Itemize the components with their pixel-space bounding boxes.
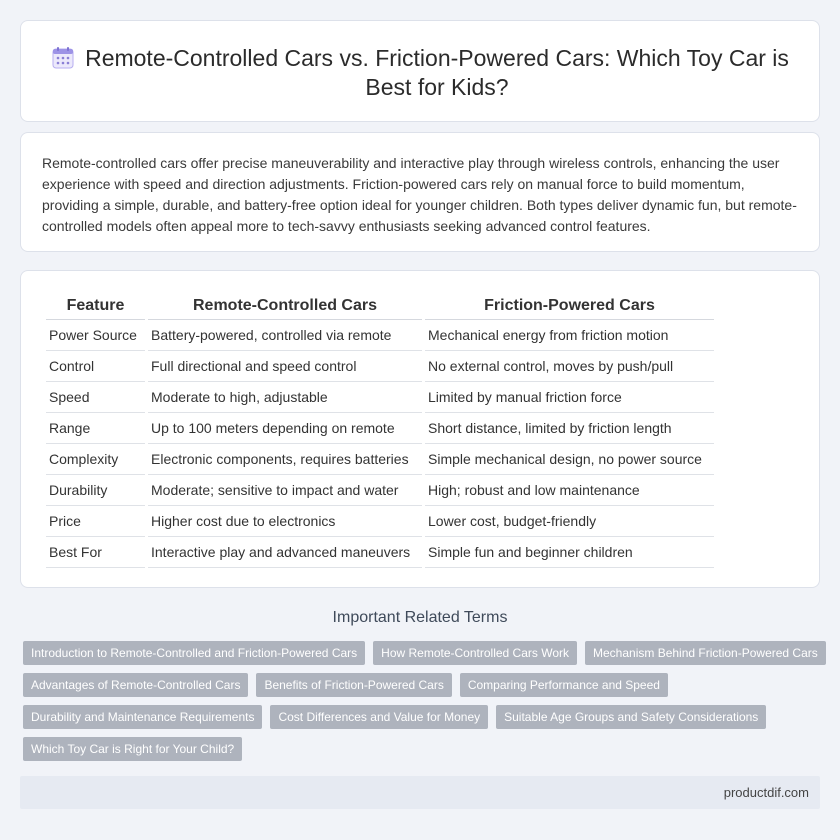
remote-controlled-cell: Interactive play and advanced maneuvers [148, 537, 422, 568]
related-term-tag[interactable]: Which Toy Car is Right for Your Child? [23, 737, 242, 761]
page-title-wrap [21, 44, 819, 102]
remote-controlled-cell: Electronic components, requires batteries [148, 444, 422, 475]
page-title: Remote-Controlled Cars vs. Friction-Powered Cars: Which Toy Car is Best for Kids? [85, 45, 789, 100]
related-terms-list [23, 641, 823, 769]
remote-controlled-cell: Moderate to high, adjustable [148, 382, 422, 413]
related-term-tag[interactable]: Cost Differences and Value for Money [270, 705, 488, 729]
column-header-friction-powered: Friction-Powered Cars [425, 293, 714, 320]
feature-cell: Range [46, 413, 145, 444]
table-row [46, 413, 714, 444]
friction-powered-cell: Limited by manual friction force [425, 382, 714, 413]
friction-powered-cell: No external control, moves by push/pull [425, 351, 714, 382]
related-term-tag[interactable]: How Remote-Controlled Cars Work [373, 641, 577, 665]
related-terms-row [23, 673, 823, 697]
feature-cell: Power Source [46, 320, 145, 351]
feature-cell: Speed [46, 382, 145, 413]
feature-cell: Control [46, 351, 145, 382]
comparison-table [43, 293, 717, 568]
table-row [46, 351, 714, 382]
friction-powered-cell: Short distance, limited by friction length [425, 413, 714, 444]
table-row [46, 382, 714, 413]
feature-cell: Best For [46, 537, 145, 568]
feature-cell: Price [46, 506, 145, 537]
friction-powered-cell: Simple mechanical design, no power source [425, 444, 714, 475]
related-terms-row [23, 705, 823, 729]
related-terms-row [23, 641, 823, 665]
related-term-tag[interactable]: Suitable Age Groups and Safety Considerations [496, 705, 766, 729]
table-header-row [46, 293, 714, 320]
remote-controlled-cell: Moderate; sensitive to impact and water [148, 475, 422, 506]
column-header-remote-controlled: Remote-Controlled Cars [148, 293, 422, 320]
header-card [20, 20, 820, 122]
footer-bar [20, 776, 820, 809]
friction-powered-cell: Simple fun and beginner children [425, 537, 714, 568]
remote-controlled-cell: Battery-powered, controlled via remote [148, 320, 422, 351]
table-row [46, 320, 714, 351]
table-row [46, 506, 714, 537]
related-term-tag[interactable]: Durability and Maintenance Requirements [23, 705, 262, 729]
related-terms-heading: Important Related Terms [332, 609, 508, 626]
related-term-tag[interactable]: Comparing Performance and Speed [460, 673, 668, 697]
feature-cell: Durability [46, 475, 145, 506]
intro-paragraph: Remote-controlled cars offer precise maneuverability and interactive play through wireless controls, enhancing the user experience with speed and direction adjustments. Friction-powered cars rely on manual force to build momentum, providing a simple, durable, and battery-free option ideal for younger children. Both types deliver dynamic fun, but remote-controlled models often appeal more to tech-savvy enthusiasts seeking advanced control features. [42, 155, 797, 234]
feature-cell: Complexity [46, 444, 145, 475]
related-term-tag[interactable]: Introduction to Remote-Controlled and Friction-Powered Cars [23, 641, 365, 665]
footer-site-link[interactable]: productdif.com [723, 785, 809, 800]
remote-controlled-cell: Full directional and speed control [148, 351, 422, 382]
table-row [46, 444, 714, 475]
comparison-card [20, 270, 820, 588]
friction-powered-cell: Mechanical energy from friction motion [425, 320, 714, 351]
column-header-feature: Feature [46, 293, 145, 320]
friction-powered-cell: Lower cost, budget-friendly [425, 506, 714, 537]
friction-powered-cell: High; robust and low maintenance [425, 475, 714, 506]
related-term-tag[interactable]: Advantages of Remote-Controlled Cars [23, 673, 248, 697]
table-row [46, 537, 714, 568]
remote-controlled-cell: Up to 100 meters depending on remote [148, 413, 422, 444]
intro-card [20, 132, 820, 252]
related-term-tag[interactable]: Mechanism Behind Friction-Powered Cars [585, 641, 826, 665]
table-row [46, 475, 714, 506]
remote-controlled-cell: Higher cost due to electronics [148, 506, 422, 537]
related-term-tag[interactable]: Benefits of Friction-Powered Cars [256, 673, 451, 697]
related-terms-row [23, 737, 823, 761]
